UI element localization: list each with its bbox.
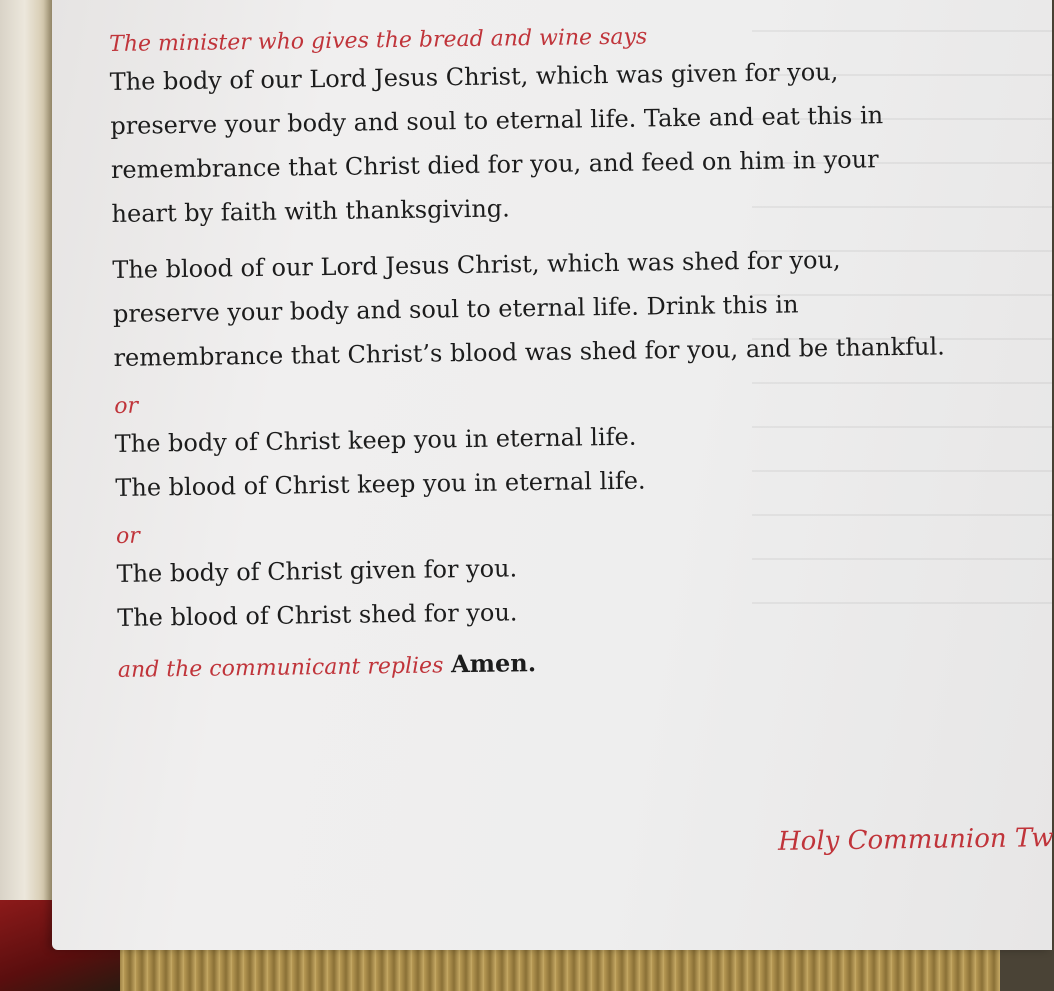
alt-line: The blood of Christ keep you in eternal life. <box>115 466 646 502</box>
alt-line: The blood of Christ shed for you. <box>117 598 518 632</box>
wine-line: remembrance that Christ’s blood was shed for you, and be thankful. <box>113 332 946 372</box>
wine-words <box>112 235 1014 380</box>
rubric-intro: The minister who gives the bread and wine says <box>109 24 648 57</box>
reply-rubric: and the communicant replies <box>117 653 444 683</box>
alt-line: The body of Christ keep you in eternal life. <box>114 422 637 458</box>
bread-line: remembrance that Christ died for you, and feed on him in your <box>110 145 879 184</box>
bread-line: preserve your body and soul to eternal life. Take and eat this in <box>110 101 884 140</box>
alt-line: The body of Christ given for you. <box>116 554 518 588</box>
rubric-or: or <box>115 523 141 549</box>
bread-words <box>109 47 1011 236</box>
communicant-reply <box>118 639 1018 688</box>
alternative-words-1 <box>114 409 1015 510</box>
bread-line: The body of our Lord Jesus Christ, which was given for you, <box>109 57 839 96</box>
page-content <box>109 17 1018 711</box>
book-page <box>52 0 1052 950</box>
wine-line: preserve your body and soul to eternal life. Drink this in <box>112 290 799 328</box>
rubric-or: or <box>114 393 139 419</box>
bread-line: heart by faith with thanksgiving. <box>111 194 510 228</box>
running-footer: Holy Communion Tw <box>777 823 1054 857</box>
amen-response: Amen. <box>450 648 537 679</box>
wine-line: The blood of our Lord Jesus Christ, which was shed for you, <box>112 245 841 284</box>
alternative-words-2 <box>116 539 1017 640</box>
